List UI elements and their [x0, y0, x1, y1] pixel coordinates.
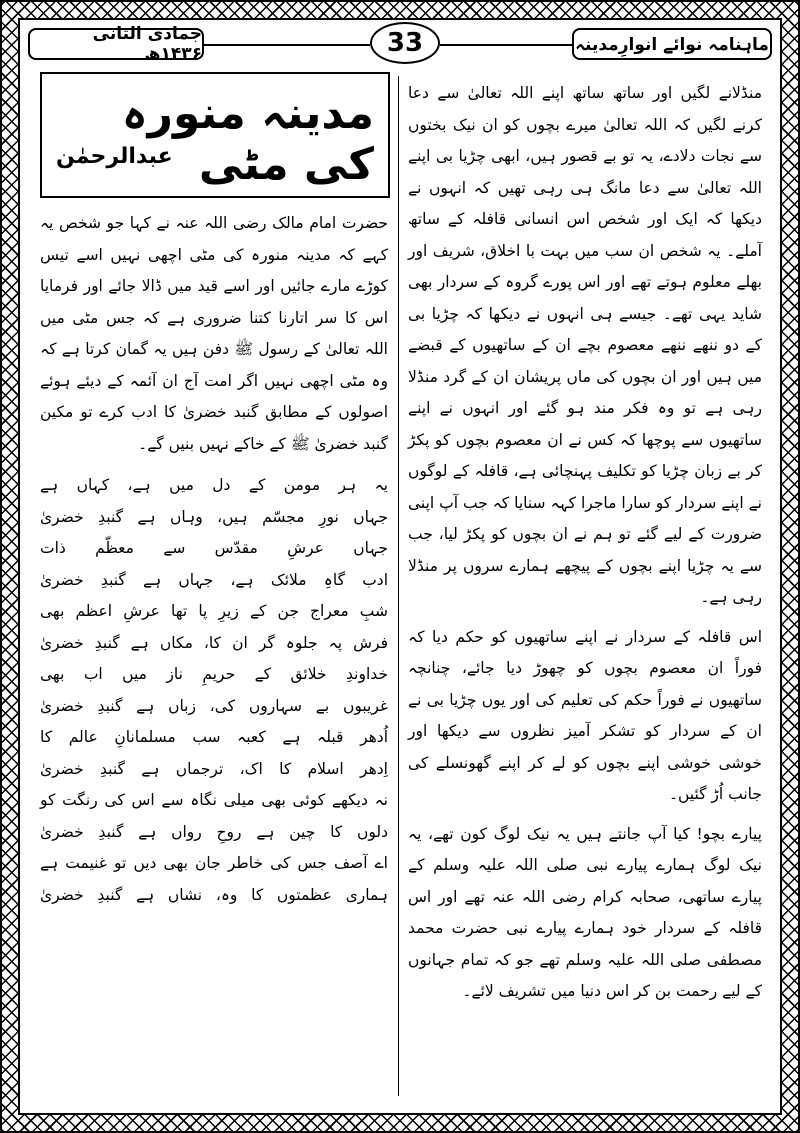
poem-line: نہ دیکھے کوئی بھی میلی نگاہ سے اس کی رنگت کو — [40, 791, 388, 809]
page-number: 33 — [370, 22, 440, 64]
paragraph: اس قافلہ کے سردار نے اپنے ساتھیوں کو حکم دیا کہ فوراً ان معصوم بچوں کو چھوڑ دیا جائے، چنانچہ ساتھیوں نے فوراً حکم کی تعلیم کی اور یوں چڑیا بی نے ان کے سردار کو تشکر آمیز نظروں سے دیکھا اور خوشی خوشی اپنے بچوں کو لے کر اپنے گھونسلے کی جانب اُڑ گئیں۔ — [408, 627, 762, 803]
left-column — [40, 208, 388, 911]
page-header — [22, 22, 778, 66]
poem — [40, 470, 388, 911]
right-column — [408, 78, 762, 1016]
article-title-box — [40, 72, 390, 198]
poem-line: جہاں نورِ مجسّم ہیں، وہاں ہے گنبدِ خضریٰ — [40, 507, 388, 526]
poem-line: شبِ معراج جن کے زیرِ پا تھا عرشِ اعظم بھی — [40, 602, 388, 620]
article-title: مدینہ منورہ کی مٹی — [121, 88, 374, 190]
poem-line: ادب گاہِ ملائک ہے، جہاں ہے گنبدِ خضریٰ — [40, 570, 388, 589]
issue-date: جمادی الثانی ۱۴۳۶ھ — [28, 28, 204, 60]
paragraph: حضرت امام مالک رضی اللہ عنہ نے کہا جو شخص یہ کہے کہ مدینہ منورہ کی مٹی اچھی نہیں اسے تیس کوڑے مارے جائیں اور اسے قید میں ڈالا جائے اور فرمایا اس کا سر اتارنا کتنا ضروری ہے کہ جس مٹی میں اللہ تعالیٰ کے رسول ﷺ دفن ہیں یہ گمان کرتا ہے کہ وہ مٹی اچھی نہیں اگر امت آج ان آئمہ کے دیئے ہوئے اصولوں کے مطابق گنبد خضریٰ کا ادب کرے تو مکین گنبد خضریٰ ﷺ کے خاکے نہیں بنیں گے۔ — [40, 214, 388, 453]
paragraph: منڈلانے لگیں اور ساتھ ساتھ اپنے اللہ تعالیٰ سے دعا کرنے لگیں کہ اللہ تعالیٰ میرے بچوں کو ان نیک بختوں سے نجات دلادے، یہ تو بے قصور ہیں، ابھی چڑیا بی اپنے اللہ تعالیٰ سے دعا مانگ ہی رہی تھیں کہ انہوں نے دیکھا کہ ایک اور شخص اس انسانی قافلہ کے ساتھ آملے۔ یہ شخص ان سب میں بہت با اخلاق، شریف اور بھلے معلوم ہوتے تھے اور اس پورے گروہ کے سردار بھی شاید یہی تھے۔ جیسے ہی انہوں نے دیکھا کہ چڑیا بی کے دو ننھے ننھے معصوم بچے ان کے ساتھیوں کے قبضے میں ہیں اور ان بچوں کی ماں پریشان ان کے گرد منڈلا رہی ہے تو وہ فکر مند ہو گئے اور انہوں نے اپنے ساتھیوں سے پوچھا کہ کس نے ان معصوم بچوں کو پکڑ کر بے زبان چڑیا کو تکلیف پہنچائی ہے، قافلہ کے لوگوں نے اپنے سردار کو سارا ماجرا کہہ سنایا کہ جب آپ اپنی ضرورت کے لیے گئے تو ہم نے ان بچوں کو پکڑ لیا، جب سے یہ چڑیا اپنے بچوں کے پیچھے ہمارے سروں پر منڈلا رہی ہے۔ — [408, 84, 762, 606]
poem-line: اِدھر اسلام کا اک، ترجماں ہے گنبدِ خضریٰ — [40, 759, 388, 778]
poem-line: ہماری عظمتوں کا وہ، نشاں ہے گنبدِ خضریٰ — [40, 885, 388, 904]
poem-line: دلوں کا چین ہے روحِ رواں ہے گنبدِ خضریٰ — [40, 822, 388, 841]
poem-line: جہاں عرشِ مقدّس سے معظّم ذات — [40, 539, 388, 557]
poem-line: یہ ہر مومن کے دل میں ہے، کہاں ہے — [40, 476, 388, 494]
paragraph: پیارے بچو! کیا آپ جانتے ہیں یہ نیک لوگ کون تھے، یہ نیک لوگ ہمارے پیارے نبی صلی اللہ علیہ وسلم کے پیارے ساتھی، صحابہ کرام رضی اللہ عنہ تھے اور اس قافلہ کے سردار خود ہمارے پیارے نبی حضرت محمد مصطفی صلی اللہ علیہ وسلم تھے جو کہ تمام جہانوں کے لیے رحمت بن کر اس دنیا میں تشریف لائے۔ — [408, 824, 762, 1000]
header-rule-right — [440, 44, 572, 46]
article-author: عبدالرحمٰن — [56, 144, 173, 169]
column-divider — [398, 76, 399, 1096]
header-rule-left — [204, 44, 370, 46]
poem-line: اے آصف جس کی خاطر جان بھی دیں تو غنیمت ہے — [40, 854, 388, 872]
poem-line: اُدھر قبلہ ہے کعبہ سب مسلمانانِ عالم کا — [40, 728, 388, 746]
magazine-name: ماہنامہ نوائے انوارِمدینہ — [572, 28, 772, 60]
poem-line: غریبوں بے سہاروں کی، زباں ہے گنبدِ خضریٰ — [40, 696, 388, 715]
poem-line: خداوندِ خلائق کے حریمِ ناز میں اب بھی — [40, 665, 388, 683]
poem-line: فرش پہ جلوہ گر ان کا، مکاں ہے گنبدِ خضریٰ — [40, 633, 388, 652]
